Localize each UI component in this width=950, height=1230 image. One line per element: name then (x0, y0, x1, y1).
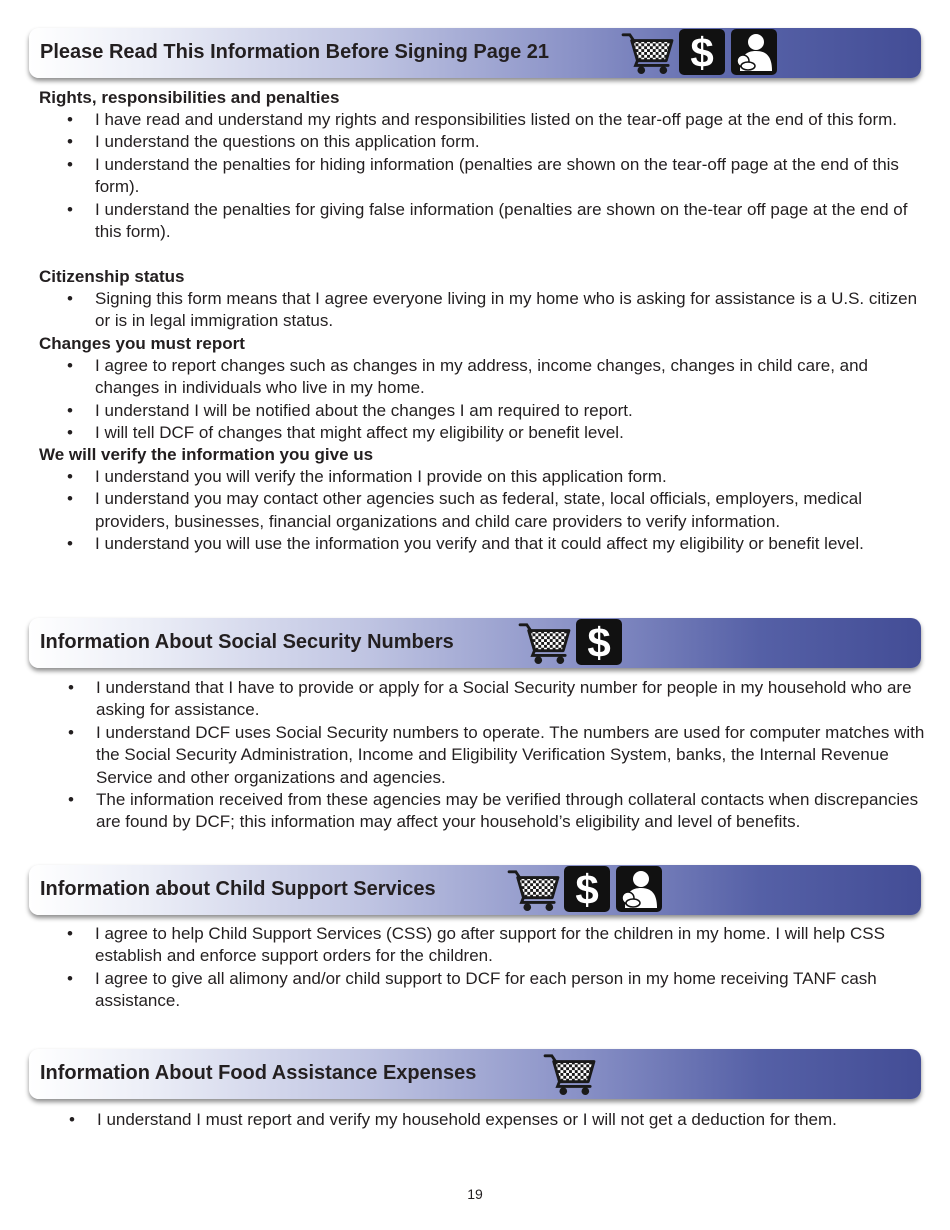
banner-title: Information About Food Assistance Expenses (40, 1062, 477, 1084)
list-item: • I understand the questions on this application form. (95, 131, 927, 153)
section-heading-citizenship: Citizenship status (39, 267, 185, 286)
dollar-icon (564, 866, 610, 912)
list-item: • I understand you will use the information you verify and that it could affect my eligibility or benefit level. (95, 533, 927, 555)
dollar-icon (576, 619, 622, 665)
list-item: • I will tell DCF of changes that might affect my eligibility or benefit level. (95, 422, 927, 444)
list-item: • I agree to help Child Support Services (CSS) go after support for the children in my home. I will help CSS establish and enforce support orders for the children. (95, 923, 927, 968)
parent-child-icon (731, 29, 777, 75)
child-support-list (95, 923, 927, 1013)
list-item: • I have read and understand my rights and responsibilities listed on the tear-off page at the end of this form. (95, 109, 927, 131)
section-heading-changes: Changes you must report (39, 334, 245, 353)
verify-list (95, 466, 927, 556)
list-item: • I understand DCF uses Social Security numbers to operate. The numbers are used for computer matches with the Social Security Administration, Income and Eligibility Verification System, banks, the Internal Revenue Service and other organizations and agencies. (96, 722, 928, 789)
rights-list (95, 109, 927, 243)
shopping-cart-icon (507, 866, 561, 912)
list-item: • I understand the penalties for hiding information (penalties are shown on the tear-off page at the end of this form). (95, 154, 927, 199)
list-item: • The information received from these agencies may be verified through collateral contacts when discrepancies are found by DCF; this information may affect your household’s eligibility and level of benefits. (96, 789, 928, 834)
banner-title: Information about Child Support Services (40, 878, 436, 900)
section-banner-food-assistance (29, 1049, 921, 1099)
section-heading-verify: We will verify the information you give us (39, 445, 374, 464)
page-number: 19 (467, 1186, 483, 1202)
citizenship-list (95, 288, 927, 333)
ssn-list (96, 677, 928, 834)
shopping-cart-icon (543, 1050, 597, 1096)
parent-child-icon (616, 866, 662, 912)
banner-title: Please Read This Information Before Signing Page 21 (40, 41, 550, 63)
dollar-icon (679, 29, 725, 75)
changes-list (95, 355, 927, 445)
list-item: • I understand I will be notified about the changes I am required to report. (95, 400, 927, 422)
list-item: • Signing this form means that I agree everyone living in my home who is asking for assistance is a U.S. citizen or is in legal immigration status. (95, 288, 927, 333)
list-item: • I understand you will verify the information I provide on this application form. (95, 466, 927, 488)
shopping-cart-icon (621, 29, 675, 75)
list-item: • I understand that I have to provide or apply for a Social Security number for people in my household who are asking for assistance. (96, 677, 928, 722)
section-banner-signing-info (29, 28, 921, 78)
list-item: • I understand you may contact other agencies such as federal, state, local officials, employers, medical providers, businesses, financial organizations and child care providers to verify information. (95, 488, 927, 533)
banner-title: Information About Social Security Numbers (40, 631, 454, 653)
list-item: • I agree to report changes such as changes in my address, income changes, changes in child care, and changes in individuals who live in my home. (95, 355, 927, 400)
list-item: • I understand I must report and verify my household expenses or I will not get a deduction for them. (97, 1109, 929, 1131)
shopping-cart-icon (518, 619, 572, 665)
section-heading-rights: Rights, responsibilities and penalties (39, 88, 340, 107)
section-banner-social-security (29, 618, 921, 668)
food-list (97, 1109, 929, 1131)
list-item: • I agree to give all alimony and/or child support to DCF for each person in my home receiving TANF cash assistance. (95, 968, 927, 1013)
section-banner-child-support (29, 865, 921, 915)
list-item: • I understand the penalties for giving false information (penalties are shown on the-tear off page at the end of this form). (95, 199, 927, 244)
